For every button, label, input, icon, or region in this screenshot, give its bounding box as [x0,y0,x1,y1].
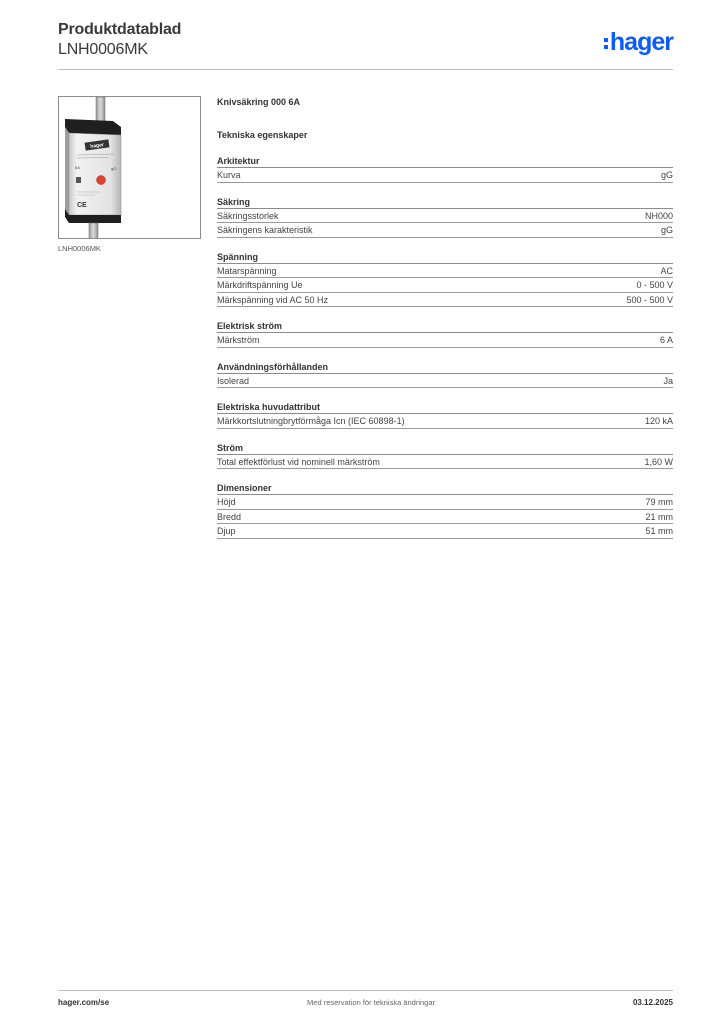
spec-row [217,264,673,279]
spec-row [217,278,673,293]
spec-group [217,251,673,308]
logo-text: hager [609,27,673,56]
spec-value: Ja [663,375,673,386]
spec-group-title: Användningsförhållanden [217,361,673,374]
spec-row [217,293,673,308]
document-title: Produktdatablad [58,21,182,38]
fuse-illustration-icon [59,97,201,239]
spec-group-title: Säkring [217,196,673,209]
spec-row [217,333,673,348]
spec-value: 79 mm [645,497,673,507]
spec-value: 21 mm [645,511,673,522]
spec-label: Säkringsstorlek [217,210,279,221]
footer-website-link[interactable]: hager.com/se [58,998,110,1007]
spec-label: Total effektförlust vid nominell märkström [217,456,380,467]
spec-row [217,455,673,470]
spec-row [217,510,673,525]
spec-value: 500 - 500 V [626,294,673,305]
spec-row [217,374,673,389]
product-code: LNH0006MK [58,41,148,58]
spec-value: gG [660,225,673,235]
spec-label: Märkström [217,335,260,345]
spec-row [217,524,673,539]
spec-group [217,442,673,470]
section-title: Tekniska egenskaper [217,130,308,140]
spec-group [217,482,673,539]
footer-date: 03.12.2025 [632,998,673,1007]
product-name: Knivsäkring 000 6A [217,97,301,107]
spec-group-title: Spänning [217,251,673,264]
spec-label: Märkspänning vid AC 50 Hz [217,294,329,305]
spec-label: Kurva [217,170,241,180]
fuse-class-label: gG [111,166,117,171]
specifications [217,96,673,539]
hager-logo [604,28,673,56]
spec-row [217,223,673,238]
spec-row [217,414,673,429]
spec-label: Säkringens karakteristik [217,225,313,235]
fuse-indicator-icon [97,176,106,185]
spec-label: Bredd [217,511,242,522]
spec-value: 120 kA [644,416,673,426]
page-header [58,20,673,70]
spec-label: Märkdriftspänning Ue [217,280,303,290]
footer-disclaimer: Med reservation för tekniska ändringar [307,998,436,1007]
spec-groups [217,155,673,539]
spec-group [217,361,673,389]
spec-group-title: Ström [217,442,673,455]
spec-value: 51 mm [645,526,673,536]
spec-row [217,168,673,183]
spec-group-title: Elektriska huvudattribut [217,401,673,414]
fuse-brand-label: hager [89,142,105,150]
spec-group-title: Elektrisk ström [217,320,673,333]
spec-row [217,495,673,510]
fuse-rating-label: 6A [75,165,80,170]
spec-group [217,320,673,348]
spec-value: 0 - 500 V [636,280,673,290]
spec-group-title: Arkitektur [217,155,673,168]
spec-label: Djup [217,526,236,536]
image-caption: LNH0006MK [58,244,101,253]
spec-value: gG [660,170,673,180]
spec-label: Märkkortslutningbrytförmåga Icn (IEC 60898-1) [217,416,405,426]
spec-label: Isolerad [217,375,250,386]
spec-group-title: Dimensioner [217,482,673,495]
spec-value: 1,60 W [644,456,673,467]
spec-value: 6 A [659,335,673,345]
spec-group [217,155,673,183]
spec-row [217,209,673,224]
ce-mark-icon: CE [77,202,87,209]
page-footer [58,990,673,1007]
spec-group [217,401,673,429]
spec-value: AC [660,265,673,276]
spec-value: NH000 [644,210,673,221]
spec-label: Matarspänning [217,265,277,276]
spec-group [217,196,673,238]
product-image [58,96,201,239]
logo-dots-icon [604,38,608,49]
spec-label: Höjd [217,497,236,507]
